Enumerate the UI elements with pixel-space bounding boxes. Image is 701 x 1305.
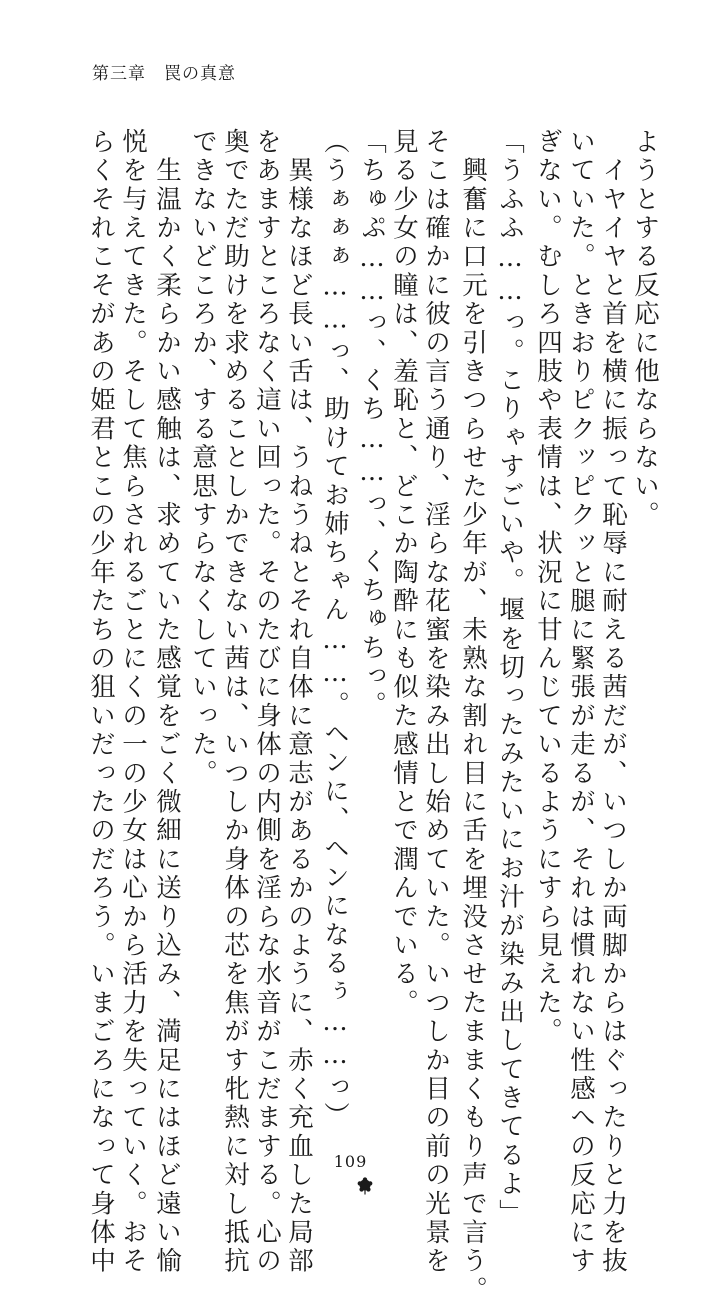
text-column: （うぁぁぁ……っ、助けてお姉ちゃん……。ヘンに、ヘンになるぅ……っ） [320,128,350,1131]
text-column: 「ちゅぷ……っ、くち……っ、くちゅちっ。 [357,128,387,720]
text-column: らくそれこそがあの姫君とこの少年たちの狙いだったのだろう。いまごろになって身体中 [86,128,116,1276]
text-column: 見る少女の瞳は、羞恥と、どこか陶酔にも似た感情とで潤んでいる。 [389,128,419,1018]
text-column: ようとする反応に他ならない。 [630,128,660,530]
text-column: 異様なほど長い舌は、うねうねとそれ自体に意志があるかのように、赤く充血した局部 [284,128,314,1276]
text-column: いていた。ときおりピクッピクッと腿に緊張が走るが、それは慣れない性感への反応にす [566,128,596,1276]
text-column: 悦を与えてきた。そして焦らされるごとにくの一の少女は心から活力を失っていく。おそ [118,128,148,1277]
text-column: イヤイヤと首を横に振って恥辱に耐える茜だが、いつしか両脚からはぐったりと力を抜 [598,128,628,1276]
text-column: そこは確かに彼の言う通り、淫らな花蜜を染み出し始めていた。いつしか目の前の光景を [421,128,451,1276]
text-column: 奥でただ助けを求めることしかできない茜は、いつしか身体の芯を焦がす牝熱に対し抵抗 [220,128,250,1276]
running-head: 第三章 罠の真意 [92,64,236,84]
text-column: 生温かく柔らかい感触は、求めていた感覚をごく微細に送り込み、満足にはほど遠い愉 [152,128,182,1276]
text-column: できないどころか、する意思すらなくしていった。 [188,128,218,789]
text-column: ぎない。むしろ四肢や表情は、状況に甘んじているようにすら見えた。 [533,128,563,1047]
text-column: 「うふふ……っ。こりゃすごいや。堰を切ったみたいにお汁が染み出してきてるよ」 [495,128,525,1228]
page-number: 109 [333,1152,368,1171]
text-column: をあますところなく這い回った。そのたびに身体の内側を淫らな水音がこだまする。心の [252,128,282,1276]
flower-ornament-icon [356,1177,374,1195]
text-column: 興奮に口元を引きつらせた少年が、未熟な割れ目に舌を埋没させたままくもり声で言う。 [458,128,488,1305]
